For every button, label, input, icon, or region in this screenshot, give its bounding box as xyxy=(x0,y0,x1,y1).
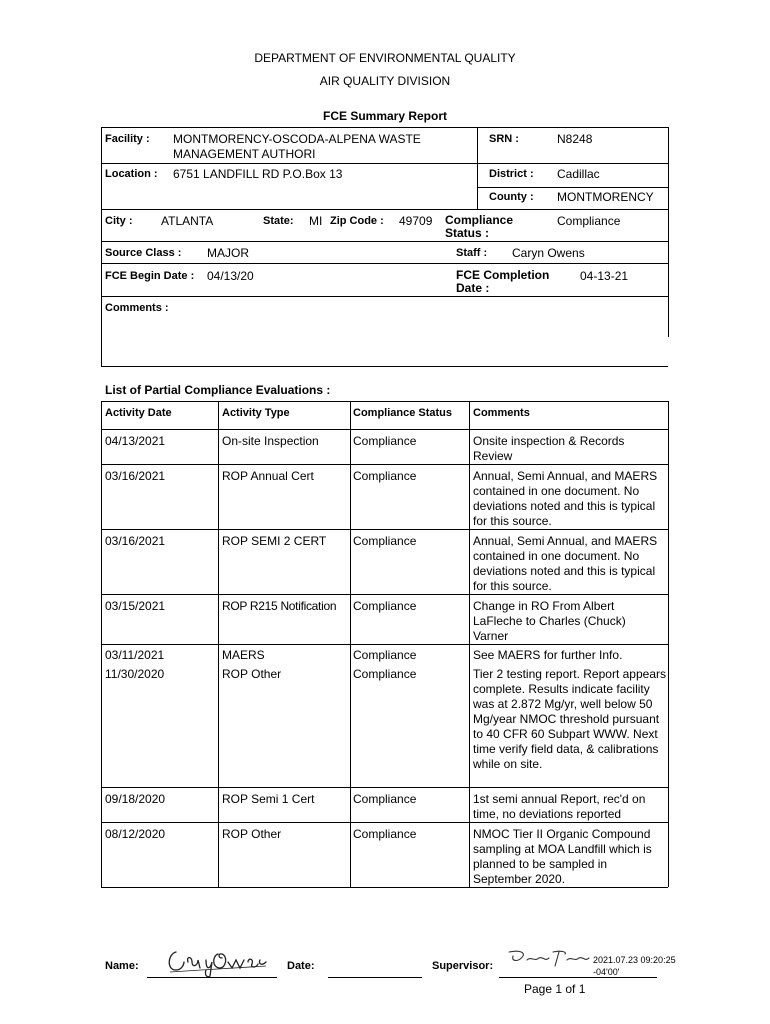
col-header-activity-date: Activity Date xyxy=(105,407,172,419)
col-header-activity-type: Activity Type xyxy=(222,407,290,419)
state-value: MI xyxy=(309,214,323,228)
comments: 1st semi annual Report, rec'd on time, no deviations reported xyxy=(473,792,646,821)
activity-date: 03/11/2021 xyxy=(105,648,165,662)
activity-date: 11/30/2020 xyxy=(105,667,165,681)
comments-label: Comments : xyxy=(105,302,169,314)
partial-list-title: List of Partial Compliance Evaluations : xyxy=(105,383,331,397)
fce-completion-label: FCE Completion Date : xyxy=(456,268,550,295)
staff-value: Caryn Owens xyxy=(512,246,585,260)
activity-type: ROP Annual Cert xyxy=(222,469,314,483)
supervisor-signature xyxy=(505,946,593,974)
page-number: Page 1 of 1 xyxy=(524,982,586,996)
name-label: Name: xyxy=(105,960,139,972)
activity-type: ROP R215 Notification xyxy=(222,599,337,613)
compliance-status: Compliance xyxy=(353,648,417,662)
comments: See MAERS for further Info. xyxy=(473,648,623,662)
department-title: DEPARTMENT OF ENVIRONMENTAL QUALITY xyxy=(254,51,516,65)
signature-timestamp: 2021.07.23 09:20:25 -04'00' xyxy=(593,955,676,977)
county-value: MONTMORENCY xyxy=(557,190,654,204)
compliance-status: Compliance xyxy=(353,469,417,483)
activity-date: 08/12/2020 xyxy=(105,827,166,841)
srn-label: SRN : xyxy=(489,133,519,145)
compliance-status: Compliance xyxy=(353,434,417,448)
compliance-status-label: Compliance Status : xyxy=(445,213,514,240)
facility-value: MONTMORENCY-OSCODA-ALPENA WASTE MANAGEMENT AUTHORI xyxy=(173,132,421,161)
activity-type: ROP Other xyxy=(222,667,282,681)
district-label: District : xyxy=(489,168,534,180)
city-value: ATLANTA xyxy=(161,214,214,228)
county-label: County : xyxy=(489,191,534,203)
activity-type: ROP SEMI 2 CERT xyxy=(222,534,327,548)
district-value: Cadillac xyxy=(557,167,600,181)
comments: Onsite inspection & Records Review xyxy=(473,434,625,463)
report-title: FCE Summary Report xyxy=(322,109,448,123)
compliance-status: Compliance xyxy=(353,534,417,548)
division-title: AIR QUALITY DIVISION xyxy=(319,74,451,88)
activity-type: On-site Inspection xyxy=(222,434,319,448)
fce-completion-value: 04-13-21 xyxy=(580,269,629,283)
activity-type: MAERS xyxy=(222,648,265,662)
comments: Tier 2 testing report. Report appears complete. Results indicate facility was at 2.872 Mg/yr, well below 50 Mg/year NMOC threshold pursuant to 40 CFR 60 Subpart WWW. Next time verify field data, & calibrations while on site. xyxy=(473,667,666,771)
location-label: Location : xyxy=(105,168,158,180)
activity-date: 03/15/2021 xyxy=(105,599,166,613)
comments: Annual, Semi Annual, and MAERS contained in one document. No deviations noted and this is typical for this source. xyxy=(473,469,658,528)
name-line xyxy=(147,977,277,978)
state-label: State: xyxy=(263,215,294,227)
activity-date: 09/18/2020 xyxy=(105,792,166,806)
supervisor-line xyxy=(499,977,657,978)
activity-date: 03/16/2021 xyxy=(105,469,166,483)
activity-date: 04/13/2021 xyxy=(105,434,166,448)
date-label: Date: xyxy=(287,960,315,972)
source-class-value: MAJOR xyxy=(207,246,249,260)
col-header-comments: Comments xyxy=(473,407,530,419)
comments: NMOC Tier II Organic Compound sampling at MOA Landfill which is planned to be sampled in September 2020. xyxy=(473,827,652,886)
source-class-label: Source Class : xyxy=(105,247,182,259)
srn-value: N8248 xyxy=(557,132,593,146)
city-label: City : xyxy=(105,215,133,227)
col-header-compliance-status: Compliance Status xyxy=(353,407,453,419)
compliance-status: Compliance xyxy=(353,599,417,613)
comments: Change in RO From Albert LaFleche to Charles (Chuck) Varner xyxy=(473,599,626,643)
location-value: 6751 LANDFILL RD P.O.Box 13 xyxy=(173,167,343,181)
comments: Annual, Semi Annual, and MAERS contained in one document. No deviations noted and this is typical for this source. xyxy=(473,534,658,593)
activity-type: ROP Semi 1 Cert xyxy=(222,792,315,806)
staff-label: Staff : xyxy=(456,247,488,259)
supervisor-label: Supervisor: xyxy=(432,960,494,972)
zip-label: Zip Code : xyxy=(330,215,384,227)
fce-begin-value: 04/13/20 xyxy=(207,269,254,283)
facility-label: Facility : xyxy=(105,133,150,145)
compliance-status: Compliance xyxy=(353,792,417,806)
name-signature xyxy=(162,940,272,980)
date-line xyxy=(328,977,422,978)
compliance-status-value: Compliance xyxy=(557,214,621,228)
fce-begin-label: FCE Begin Date : xyxy=(105,270,195,282)
activity-type: ROP Other xyxy=(222,827,282,841)
compliance-status: Compliance xyxy=(353,667,417,681)
zip-value: 49709 xyxy=(399,214,433,228)
activity-date: 03/16/2021 xyxy=(105,534,166,548)
compliance-status: Compliance xyxy=(353,827,417,841)
